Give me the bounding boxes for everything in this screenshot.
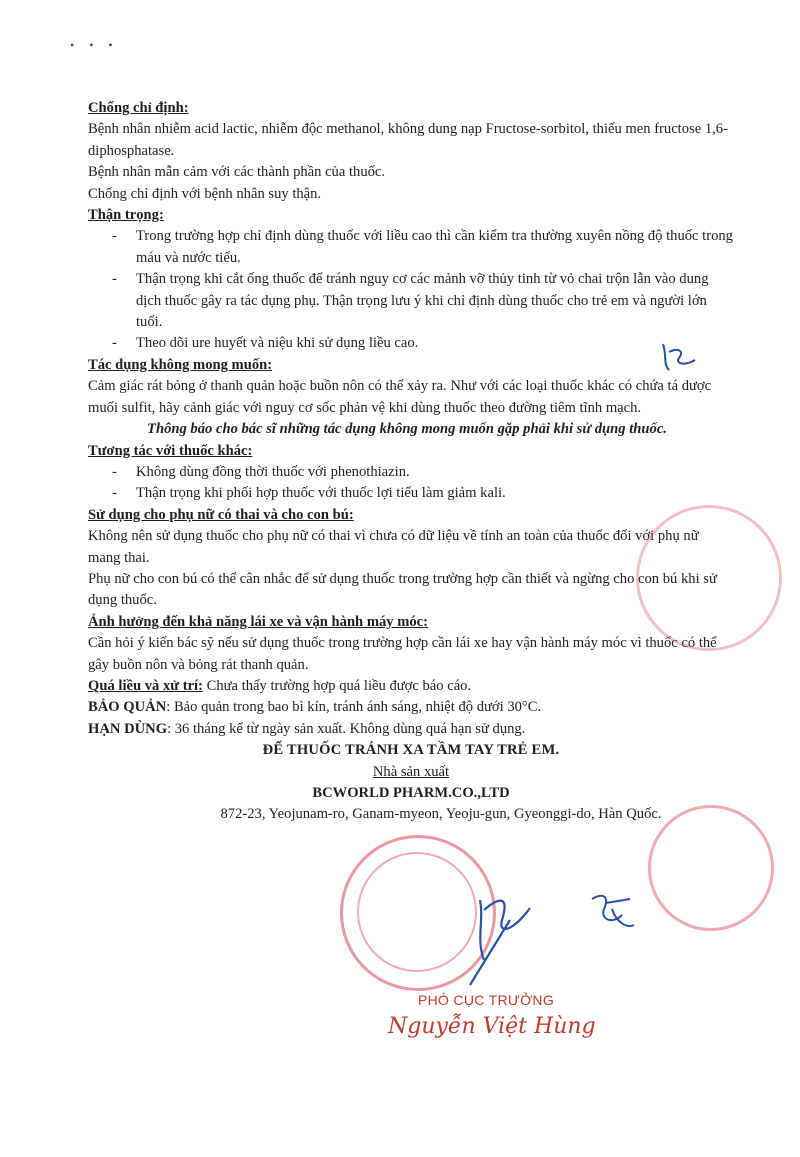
precaution-item: - Theo dõi ure huyết và niệu khi sử dụng liều cao. <box>136 333 734 354</box>
interaction-item: - Không dùng đồng thời thuốc với phenothiazin. <box>136 462 734 483</box>
partial-stamp <box>648 805 774 931</box>
contraindications-heading: Chống chỉ định: <box>88 100 189 116</box>
interaction-item: - Thận trọng khi phối hợp thuốc với thuốc lợi tiểu làm giảm kali. <box>136 483 734 504</box>
pregnancy-line-1: Không nên sử dụng thuốc cho phụ nữ có thai vì chưa có dữ liệu về tính an toàn của thuốc đối với phụ nữ mang thai. <box>88 528 699 566</box>
shelf-life-paragraph <box>88 719 734 740</box>
contraindications-line-2: Bệnh nhân mẫn cảm với các thành phần của thuốc. <box>88 164 386 181</box>
precautions-list <box>88 226 734 354</box>
precaution-item: - Trong trường hợp chỉ định dùng thuốc với liều cao thì cần kiểm tra thường xuyên nồng độ thuốc trong máu và nước tiểu. <box>136 226 734 269</box>
scan-mark-dots: • • • <box>70 38 119 52</box>
adverse-effects-notice: Thông báo cho bác sĩ những tác dụng không mong muốn gặp phải khi sử dụng thuốc. <box>147 421 667 438</box>
contraindications-line-1: Bệnh nhân nhiễm acid lactic, nhiễm độc methanol, không dung nạp Fructose-sorbitol, thiếu men fructose 1,6-diphosphatase. <box>88 121 728 159</box>
storage-text: : Bảo quản trong bao bì kín, tránh ánh sáng, nhiệt độ dưới 30°C. <box>166 699 542 716</box>
official-signature <box>440 880 560 990</box>
overdose-paragraph <box>88 676 734 697</box>
overdose-text: Chưa thấy trường hợp quá liều được báo cáo. <box>202 677 472 694</box>
precautions-heading: Thận trọng: <box>88 207 164 224</box>
interactions-heading: Tương tác với thuốc khác: <box>88 442 253 459</box>
pregnancy-heading: Sử dụng cho phụ nữ có thai và cho con bú: <box>88 506 354 523</box>
manufacturer-name: BCWORLD PHARM.CO.,LTD <box>312 785 510 801</box>
adverse-effects-text: Cảm giác rát bỏng ở thanh quản hoặc buồn nôn có thể xảy ra. Như với các loại thuốc khác có chứa tá dược muối sulfit, hãy cảnh giác với nguy cơ sốc phản vệ khi dùng thuốc theo đường tiêm tĩnh mạch. <box>88 378 712 416</box>
manufacturer-label: Nhà sản xuất <box>372 763 450 780</box>
approver-signature <box>582 885 642 935</box>
shelf-life-text: : 36 tháng kể từ ngày sản xuất. Không dùng quá hạn sử dụng. <box>167 720 526 737</box>
pregnancy-line-2: Phụ nữ cho con bú có thể cân nhắc để sử dụng thuốc trong trường hợp cần thiết và ngừng cho con bú khi sử dụng thuốc. <box>88 570 717 609</box>
precaution-item: - Thận trọng khi cắt ống thuốc để tránh nguy cơ các mảnh vỡ thủy tinh từ vỏ chai trộn lẫn vào dung dịch thuốc gây ra tác dụng phụ. Thận trọng lưu ý khi chỉ định dùng thuốc cho trẻ em và người lớn tuổi. <box>136 269 734 333</box>
driving-text: Cần hỏi ý kiến bác sỹ nếu sử dụng thuốc trong trường hợp cần lái xe hay vận hành máy móc vì thuốc có thể gây buồn nôn và bỏng rát thanh quản. <box>88 635 717 673</box>
initials-mark <box>655 338 703 378</box>
signatory-name: Nguyễn Việt Hùng <box>388 1014 596 1039</box>
signatory-title: PHÓ CỤC TRƯỞNG <box>418 992 555 1008</box>
document-body <box>88 98 734 826</box>
contraindications-line-3: Chống chỉ định với bệnh nhân suy thận. <box>88 185 322 202</box>
driving-heading: Ảnh hưởng đến khả năng lái xe và vận hành máy móc: <box>88 613 429 630</box>
storage-label: BẢO QUẢN <box>88 699 167 716</box>
child-warning: ĐỂ THUỐC TRÁNH XA TẦM TAY TRẺ EM. <box>262 742 560 759</box>
adverse-effects-heading: Tác dụng không mong muốn: <box>88 356 273 373</box>
overdose-heading: Quá liều và xử trí: <box>88 677 203 694</box>
company-stamp <box>636 505 782 651</box>
interactions-list <box>88 462 734 505</box>
shelf-life-label: HẠN DÙNG <box>88 720 168 737</box>
storage-paragraph <box>88 697 734 718</box>
manufacturer-address: 872-23, Yeojunam-ro, Ganam-myeon, Yeoju-gun, Gyeonggi-do, Hàn Quốc. <box>220 806 662 823</box>
